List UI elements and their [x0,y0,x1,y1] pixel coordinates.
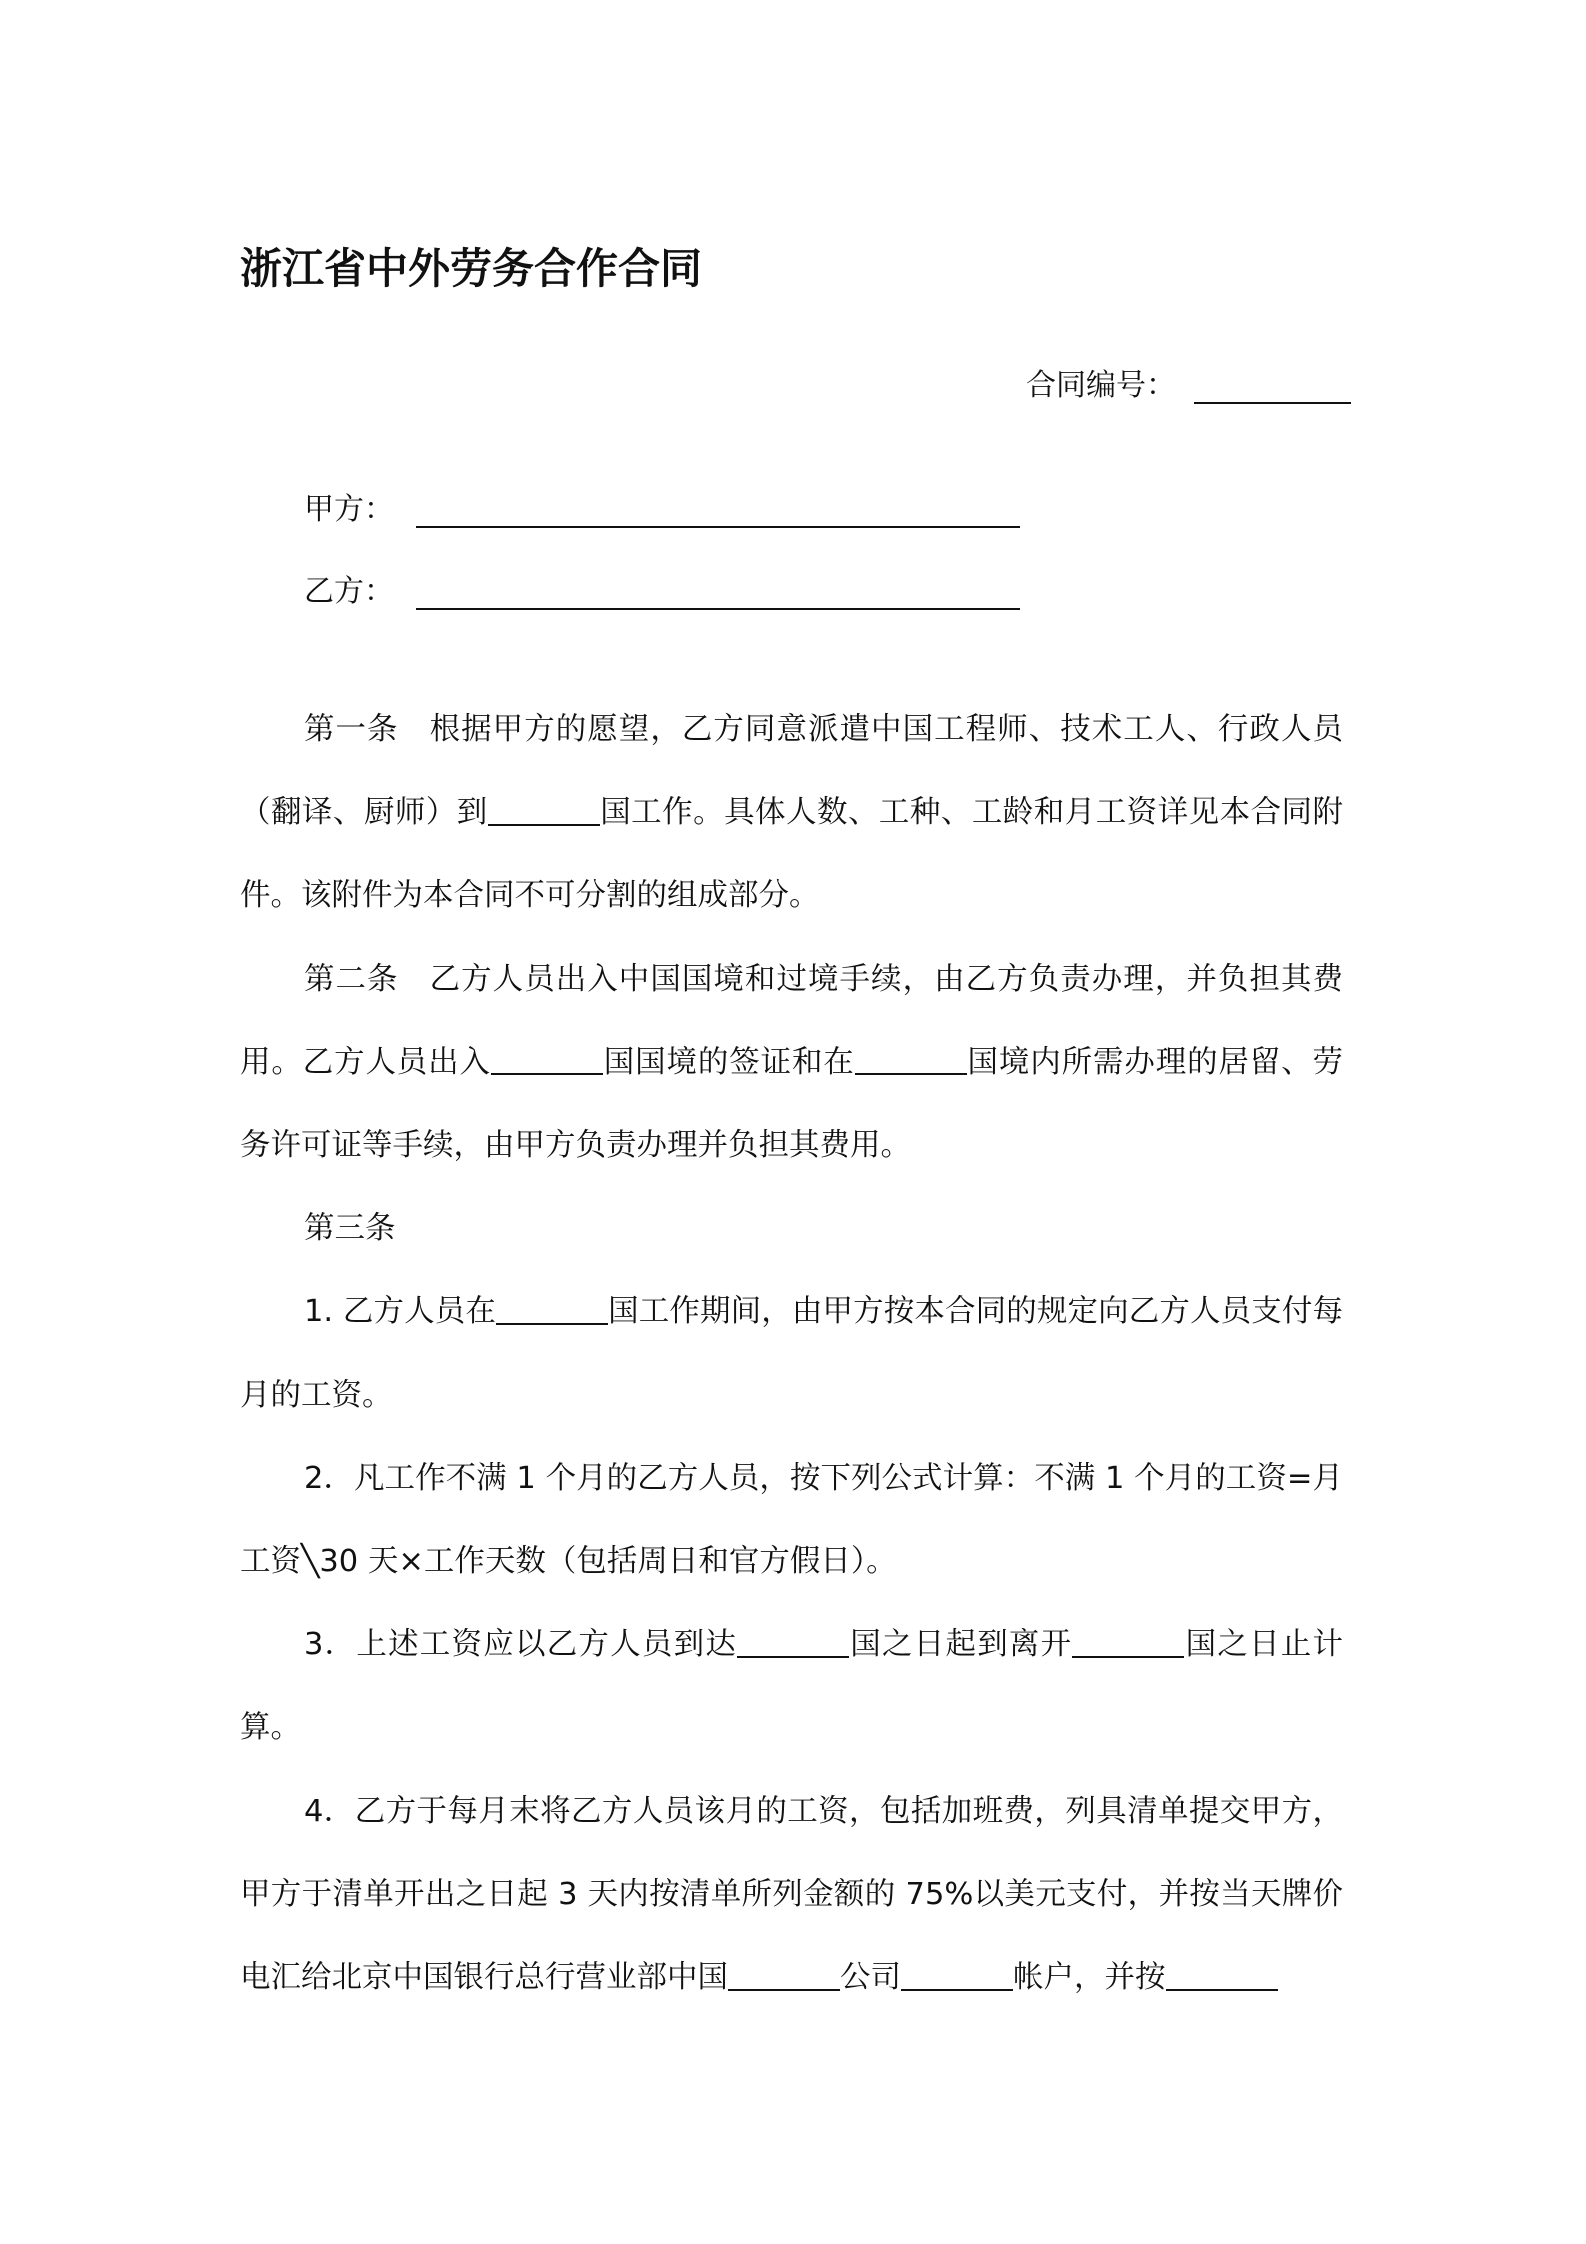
article-3-clause-1 [240,1270,1343,1436]
clause-3-text-3: 国之日止计算。 [240,1627,1344,1746]
clause-1-text-1: 1. 乙方人员在 [304,1294,497,1330]
country-blank[interactable] [488,793,600,826]
article-2-heading: 第二条 [304,961,399,997]
article-2 [240,938,1343,1188]
company-blank[interactable] [728,1958,840,1991]
clause-4-text-1: 4．乙方于每月末将乙方人员该月的工资，包括加班费，列具清单提交甲方，甲方于清单开出之日起 3 天内按清单所列金额的 75%以美元支付，并按当天牌价电汇给北京中国银行总行营业部中国 [240,1793,1343,1996]
article-3-clause-4 [240,1770,1343,2020]
party-a-field [304,484,1020,528]
article-3-clause-2 [240,1437,1343,1603]
party-a-blank[interactable] [416,496,1020,528]
article-2-text-3: 国境内所需办理的居留、劳务许可证等手续，由甲方负责办理并负担其费用。 [240,1044,1344,1164]
party-b-blank[interactable] [416,578,1020,610]
article-1-heading: 第一条 [304,712,399,747]
article-2-text-1: 乙方人员出入中国国境和过境手续，由乙方负责办理，并负担其费用。乙方人员出入 [240,961,1343,1080]
contract-number-label: 合同编号： [1026,368,1176,403]
party-b-field [304,566,1020,610]
article-2-text-2: 国国境的签证和在 [602,1044,855,1080]
clause-1-text-2: 国工作期间，由甲方按本合同的规定向乙方人员支付每月的工资。 [240,1294,1344,1413]
trailing-blank[interactable] [1166,1958,1278,1991]
country-blank[interactable] [855,1043,967,1076]
article-3-clause-3 [240,1603,1343,1769]
article-1-text-1: 根据甲方的愿望，乙方同意派遣中国工程师、技术工人、行政人员（翻译、厨师）到 [240,712,1343,831]
document-title: 浙江省中外劳务合作合同 [240,244,703,293]
clause-4-text-3: 帐户，并按 [1013,1960,1166,1996]
clause-3-text-2: 国之日起到离开 [849,1627,1073,1663]
clause-3-text-1: 3．上述工资应以乙方人员到达 [304,1627,738,1663]
country-blank[interactable] [491,1043,603,1076]
country-blank[interactable] [496,1293,608,1326]
contract-number-field [1026,360,1351,404]
party-a-label: 甲方： [304,492,394,527]
article-1-text-2: 国工作。具体人数、工种、工龄和月工资详见本合同附件。该附件为本合同不可分割的组成部分。 [240,795,1343,914]
country-blank[interactable] [1072,1625,1184,1658]
country-blank[interactable] [737,1625,849,1658]
contract-number-blank[interactable] [1194,372,1351,404]
article-1 [240,688,1343,938]
account-blank[interactable] [901,1958,1013,1991]
contract-body [240,688,1343,2019]
party-b-label: 乙方： [304,574,394,609]
clause-2-text: 2．凡工作不满 1 个月的乙方人员，按下列公式计算：不满 1 个月的工资=月工资╲30 天×工作天数（包括周日和官方假日）。 [240,1460,1343,1580]
article-3-heading: 第三条 [304,1211,396,1247]
clause-4-text-2: 公司 [840,1960,901,1996]
